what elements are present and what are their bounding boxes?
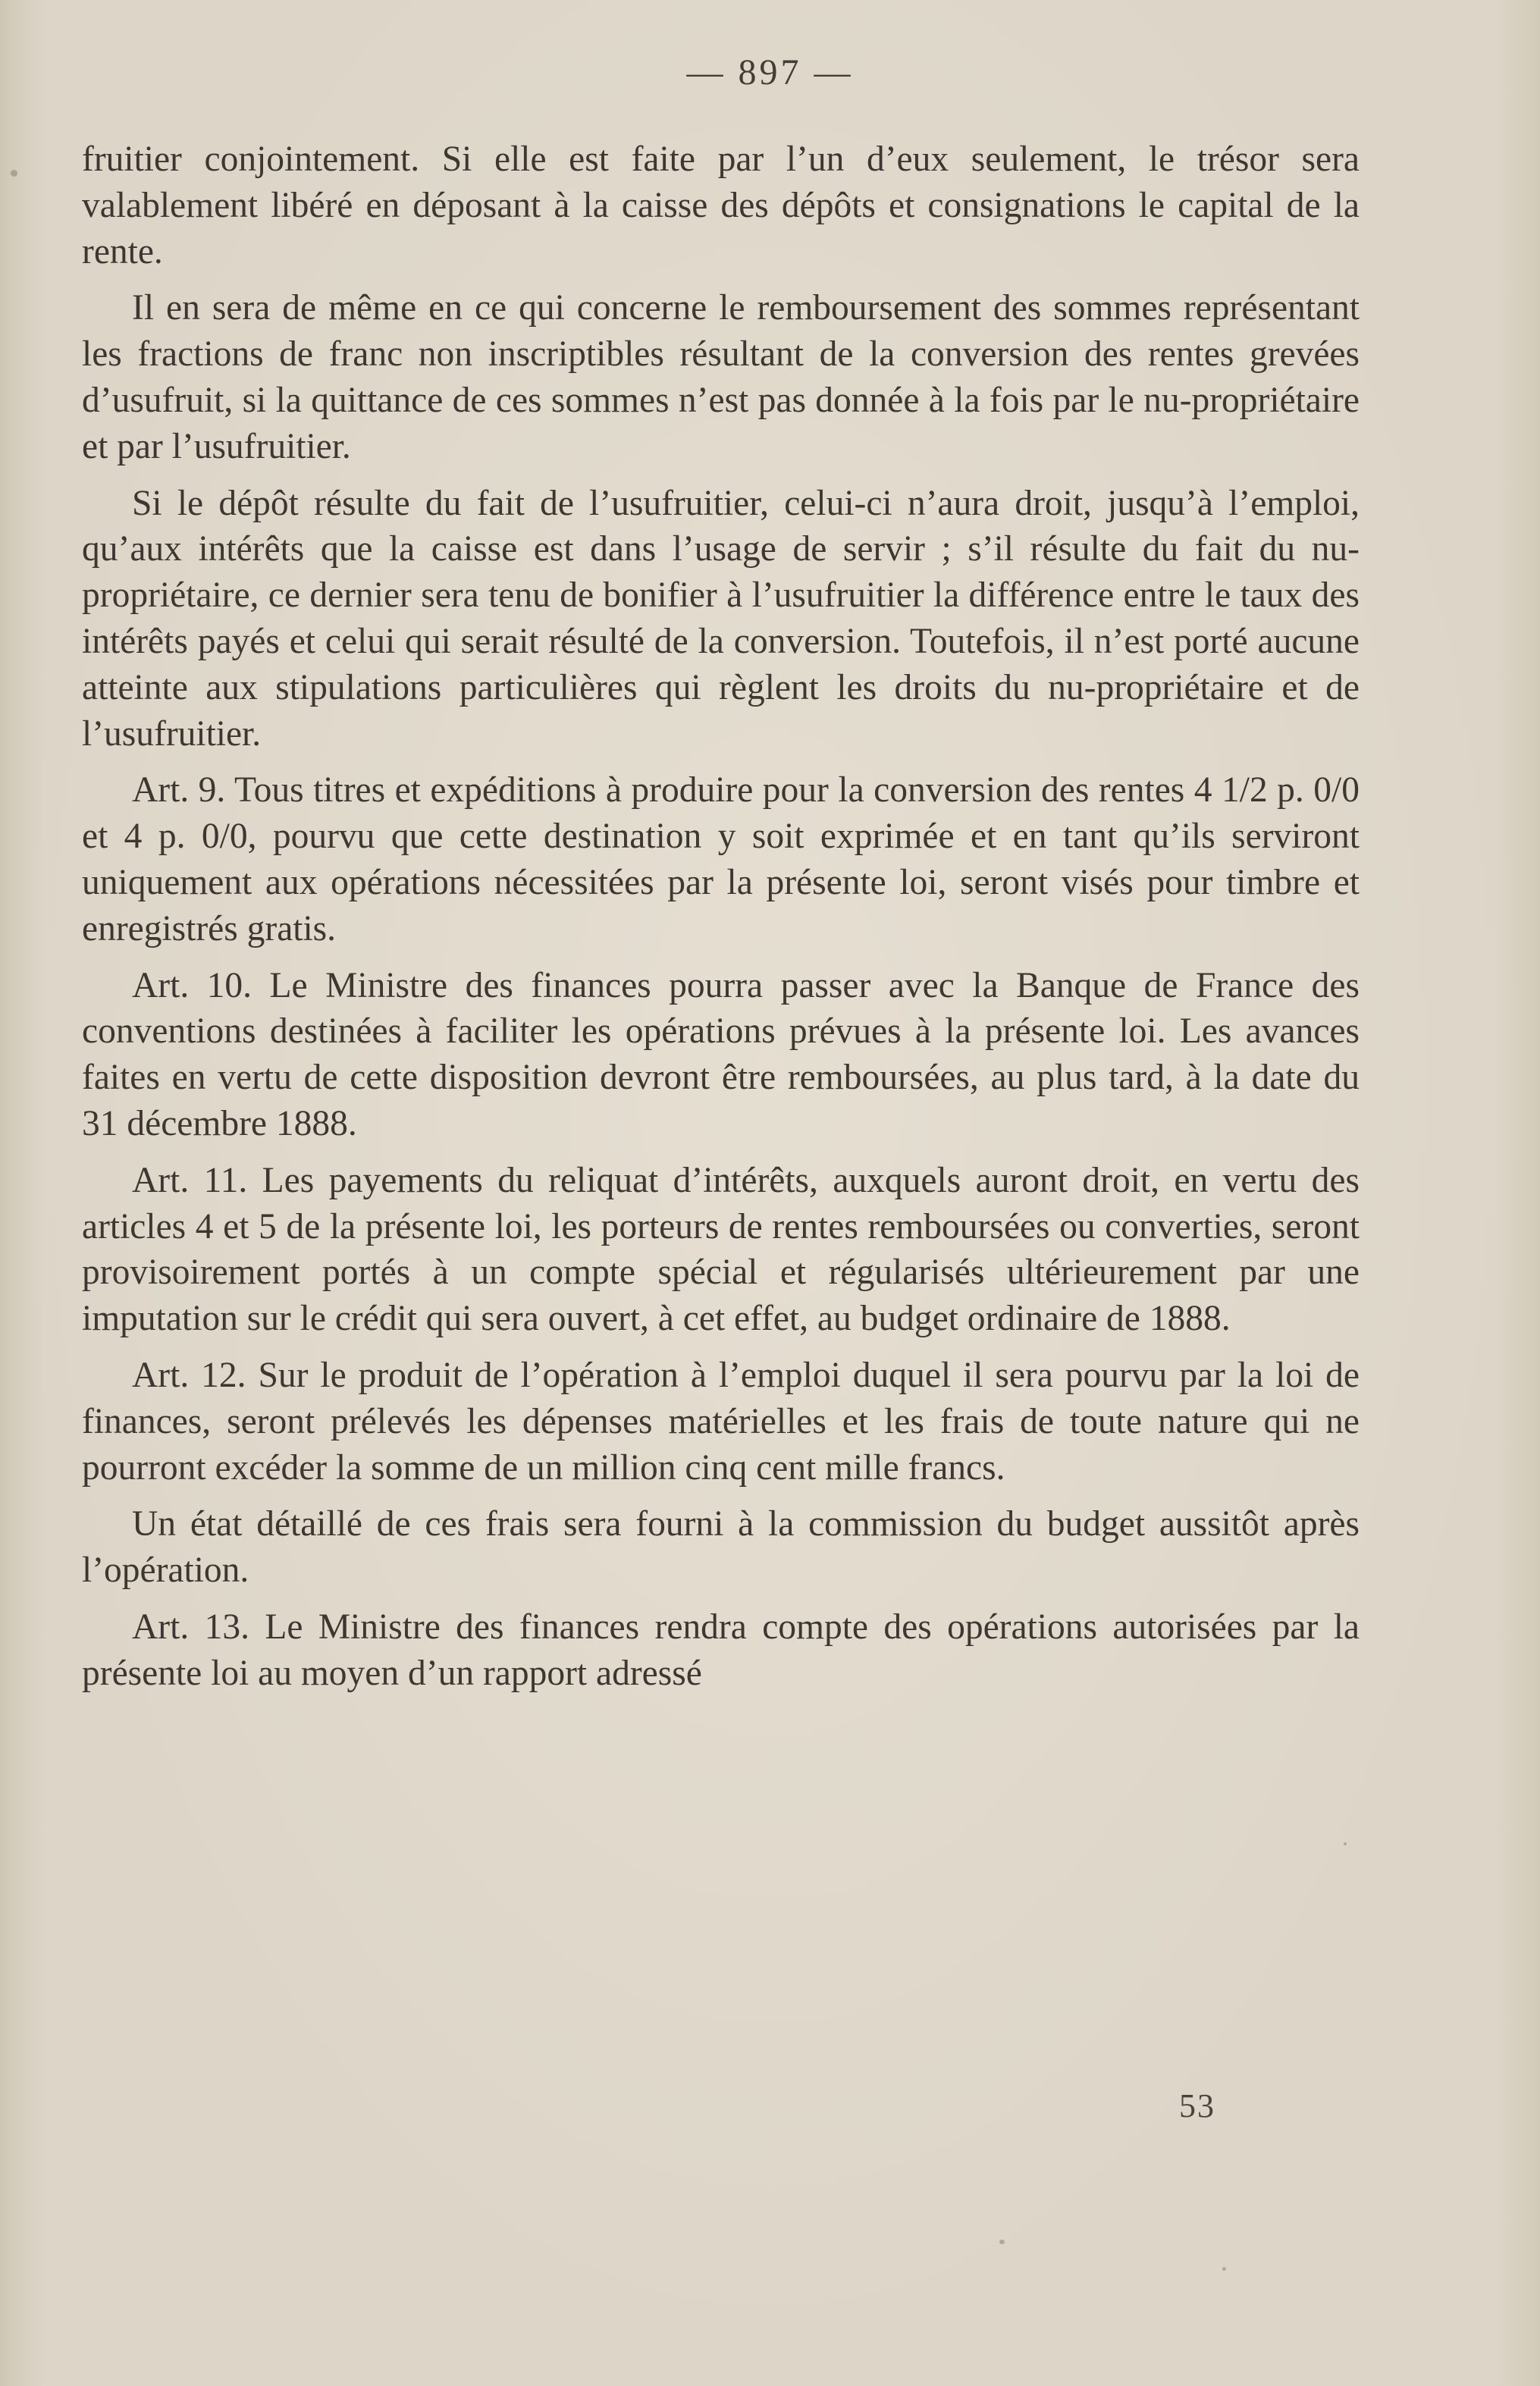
paragraph-deposit: Si le dépôt résulte du fait de l’usufruitier, celui-ci n’aura droit, jusqu’à l’emploi, qu’aux intérêts que la caisse est dans l’usage de servir ; s’il résulte du fait du nu-propriétaire, ce dernier sera tenu de bonifier à l’usufruitier la différence entre le taux des intérêts payés et celui qui serait résulté de la conversion. Toutefois, il n’est porté aucune atteinte aux stipulations particulières qui règlent les droits du nu-propriétaire et de l’usufruitier. — [82, 483, 1360, 754]
article-13: Art. 13. Le Ministre des finances rendra compte des opérations autorisées par la présente loi au moyen d’un rapport adressé — [82, 1607, 1360, 1693]
paper-speck — [999, 2240, 1005, 2244]
article-12: Art. 12. Sur le produit de l’opération à l’emploi duquel il sera pourvu par la loi de finances, seront prélevés les dépenses matérielles et les frais de toute nature qui ne pourront excéder la somme de un million cinq cent mille francs. — [82, 1355, 1360, 1488]
page-number: — 897 — — [686, 52, 854, 92]
paper-speck — [1344, 1842, 1347, 1845]
printer-signature-mark: 53 — [1179, 2087, 1215, 2124]
document-body — [82, 136, 1360, 1707]
paragraph-continuation: fruitier conjointement. Si elle est faite par l’un d’eux seulement, le trésor sera valablement libéré en déposant à la caisse des dépôts et consignations le capital de la rente. — [82, 140, 1360, 271]
paper-speck — [11, 170, 17, 177]
article-9: Art. 9. Tous titres et expéditions à produire pour la conversion des rentes 4 1/2 p. 0/0 et 4 p. 0/0, pourvu que cette destination y soit exprimée et en tant qu’ils serviront uniquement aux opérations nécessitées par la présente loi, seront visés pour timbre et enregistrés gratis. — [82, 770, 1360, 948]
article-11: Art. 11. Les payements du reliquat d’intérêts, auxquels auront droit, en vertu des articles 4 et 5 de la présente loi, les porteurs de rentes remboursées ou converties, seront provisoirement portés à un compte spécial et régularisés ultérieurement par une imputation sur le crédit qui sera ouvert, à cet effet, au budget ordinaire de 1888. — [82, 1160, 1360, 1339]
article-10: Art. 10. Le Ministre des finances pourra passer avec la Banque de France des conventions destinées à faciliter les opérations prévues à la présente loi. Les avances faites en vertu de cette disposition devront être remboursées, au plus tard, à la date du 31 décembre 1888. — [82, 965, 1360, 1143]
paragraph-fractions: Il en sera de même en ce qui concerne le remboursement des sommes représentant les fractions de franc non inscriptibles résultant de la conversion des rentes grevées d’usufruit, si la quittance de ces sommes n’est pas donnée à la fois par le nu-propriétaire et par l’usufruitier. — [82, 288, 1360, 466]
paragraph-etat-detaille: Un état détaillé de ces frais sera fourni à la commission du budget aussitôt après l’opération. — [82, 1504, 1360, 1591]
paper-speck — [1222, 2267, 1226, 2271]
